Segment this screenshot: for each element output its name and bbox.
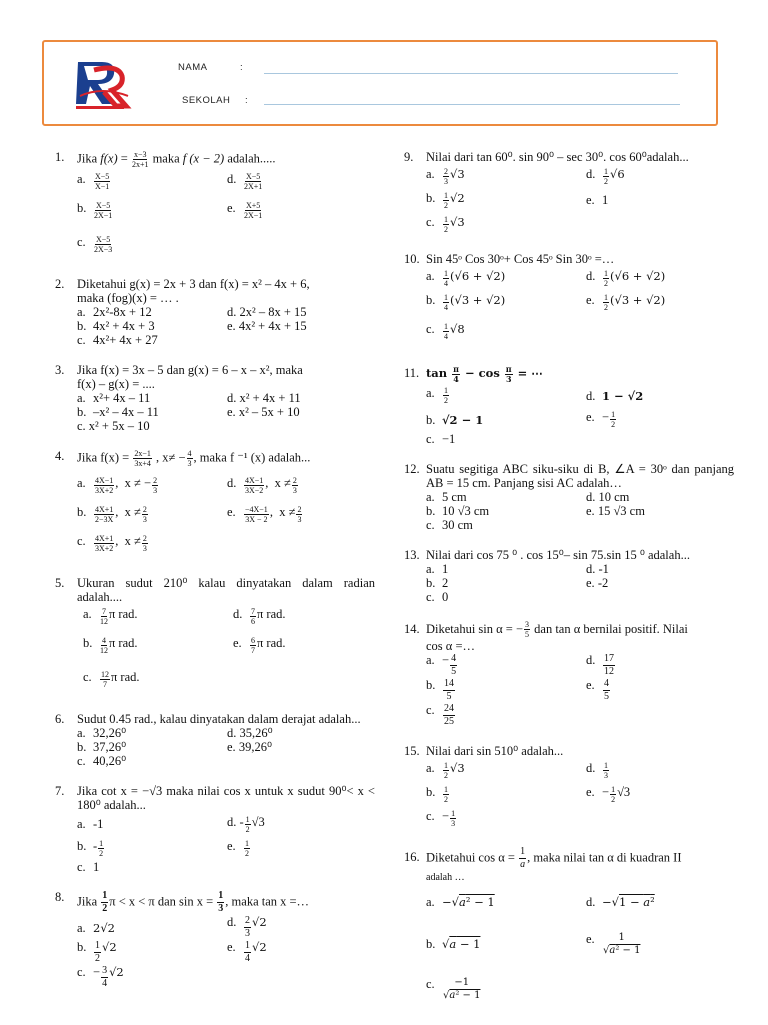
option-e[interactable]: e. − $\frac{1}{2}$ [586,410,616,429]
option-e[interactable]: e. $\frac{4}{5}$ [586,678,609,703]
option-c[interactable]: c. $\frac{-1}{\text{√a² − 1}}$ [426,976,481,1001]
question-text: Jika f(x) = $\frac{x-3}{2x+1}$ maka f (x − 2) adalah..... [77,150,276,169]
option-a[interactable]: a. $\frac{4X-1}{3X+2}$ , x ≠ − $\frac{2}{3}$ [77,475,158,495]
option-d[interactable]: d. x² + 4x + 11 [227,391,301,405]
option-b[interactable]: b. 4x² + 4x + 3 [77,319,155,333]
option-e[interactable]: e. 39,26⁰ [227,740,272,754]
option-e[interactable]: e. x² – 5x + 10 [227,405,300,419]
school-label: SEKOLAH [182,95,231,106]
option-d[interactable]: d. $\frac{4X-1}{3X-2}$ , x ≠ $\frac{2}{3}$ [227,475,297,495]
question-11: 11. tan $\frac{\pi}{4}$ − cos $\frac{\pi}{3}$ = ⋯ a. $\frac{1}{2}$ d. 1 − √2 b. √2 − 1 e. − $\frac{1}{2}$ c. −1 [404,364,734,446]
option-b[interactable]: b. $\frac{4}{12}$ π rad. [83,635,138,655]
option-d[interactable]: d. $\frac{17}{12}$ [586,653,614,678]
option-e[interactable]: e. $\frac{-4X-1}{3X - 2}$ , x ≠ $\frac{2}{3}$ [227,504,302,524]
option-a[interactable]: a. $\frac{7}{12}$ π rad. [83,606,138,626]
option-b[interactable]: b. $\frac{14}{5}$ [426,678,454,703]
option-a[interactable]: a. x²+ 4x – 11 [77,391,151,405]
question-2: 2. Diketahui g(x) = 2x + 3 dan f(x) = x² – 4x + 6, maka (fog)(x) = … . a. 2x²-8x + 12 d. 2x² – 8x + 15 b. 4x² + 4x + 3 e. 4x² + 4x + 15 c. 4x²+ 4x + 27 [55,277,375,347]
option-e[interactable]: e. $\frac{1}{4}$ √2 [227,940,267,964]
option-e[interactable]: e. 1 [586,193,609,207]
option-b[interactable]: b. $\frac{X-5}{2X-1}$ [77,200,113,220]
question-4: 4. Jika f(x) = $\frac{2x-1}{3x+4}$ , x≠ − $\frac{4}{3}$ , maka f ⁻¹ (x) adalah... a. $\frac{4X-1}{3X+2}$ , x ≠ − $\frac{2}{3}$ d. $\frac{4X-1}{3X-2}$ , x ≠ $\frac{2}{3}$ b. $\frac{4X+1}{2-3X}$ , x ≠ $\frac{2}{3}$ e. $\frac{-4X-1}{3X - 2}$ , x ≠ $\frac{2}{3}$ c. $\frac{4X+1}{3X+2}$ , x ≠ $\frac{2}{3}$ [55,449,375,560]
option-b[interactable]: b. 10 √3 cm [426,503,490,518]
option-e[interactable]: e. 4x² + 4x + 15 [227,319,307,333]
question-8: 8. Jika $\frac{1}{2}$ π < x < π dan sin x = $\frac{1}{3}$ , maka tan x =… a. 2√2 d. $\frac{2}{3}$ √2 b. $\frac{1}{2}$ √2 e. $\frac{1}{4}$ √2 c. − $\frac{3}{4}$ √2 [55,890,375,990]
header-box [42,40,718,126]
logo-icon [72,56,132,112]
option-b[interactable]: b. –x² – 4x – 11 [77,405,159,419]
option-e[interactable]: e. 15 √3 cm [586,503,645,518]
option-d[interactable]: d. $\frac{7}{6}$ π rad. [233,606,286,626]
school-field[interactable] [264,104,680,105]
question-10: 10. Sin 45ᵒ Cos 30ᵒ+ Cos 45ᵒ Sin 30ᵒ =… a. $\frac{1}{4}$ (√6 + √2) d. $\frac{1}{2}$ (√6 + √2) b. $\frac{1}{4}$ (√3 + √2) e. $\frac{1}{2}$ (√3 + √2) c. $\frac{1}{4}$ √8 [404,252,734,348]
name-colon: : [240,62,244,73]
option-d[interactable]: d. 10 cm [586,489,630,504]
option-d[interactable]: d. -1 [586,561,609,576]
question-13: 13. Nilai dari cos 75 ⁰ . cos 15⁰– sin 75.sin 15 ⁰ adalah... a. 1 d. -1 b. 2 e. -2 c. 0 [404,548,734,604]
option-e[interactable]: e. $\frac{1}{\text{√a² − 1}}$ [586,931,641,956]
option-d[interactable]: d. $\frac{1}{3}$ [586,760,608,780]
option-a[interactable]: a. −√a² − 1 [426,895,495,910]
option-b[interactable]: b. $\frac{4X+1}{2-3X}$ , x ≠ $\frac{2}{3}$ [77,504,147,524]
question-1: 1. Jika f(x) = $\frac{x-3}{2x+1}$ maka f (x − 2) adalah..... a. $\frac{X-5}{X-1}$ d. $\frac{X-5}{2X+1}$ b. $\frac{X-5}{2X-1}$ e. $\frac{X+5}{2X-1}$ c. $\frac{X-5}{2X-3}$ [55,150,375,261]
option-b[interactable]: b. √a − 1 [426,937,481,952]
option-a[interactable]: a. $\frac{1}{2}$ √3 [426,760,465,780]
question-16: 16. Diketahui cos α = $\frac{1}{a}$ , maka nilai tan α di kuadran II adalah … a. −√a² − 1 d. −√1 − a² b. √a − 1 e. $\frac{1}{\text{√a² − 1}}$ c. $\frac{-1}{\text{√a² − 1}}$ [404,846,734,1009]
option-d[interactable]: d. 2x² – 8x + 15 [227,305,307,319]
option-e[interactable]: e. $\frac{6}{7}$ π rad. [233,635,286,655]
option-b[interactable]: b. - $\frac{1}{2}$ [77,838,104,858]
question-12: 12. Suatu segitiga ABC siku-siku di B, ∠A = 30ᵒ dan panjang AB = 15 cm. Panjang sisi AC adalah… a. 5 cm d. 10 cm b. 10 √3 cm e. 15 √3 cm c. 30 cm [404,462,734,532]
name-field[interactable] [264,73,678,74]
option-b[interactable]: b. $\frac{1}{2}$ √2 [77,940,117,964]
option-c[interactable]: c. $\frac{X-5}{2X-3}$ [77,234,113,254]
option-e[interactable]: e. $\frac{1}{2}$ [227,838,249,858]
option-a[interactable]: a. − $\frac{4}{5}$ [426,653,457,678]
option-c[interactable]: c. 40,26⁰ [77,754,127,768]
option-c[interactable]: c. 0 [426,589,449,604]
question-6: 6. Sudut 0.45 rad., kalau dinyatakan dalam derajat adalah... a. 32,26⁰ d. 35,26⁰ b. 37,26⁰ e. 39,26⁰ c. 40,26⁰ [55,712,375,768]
option-a[interactable]: a. $\frac{1}{4}$ (√6 + √2) [426,268,506,288]
option-c[interactable]: c. $\frac{12}{7}$ π rad. [83,669,140,689]
option-a[interactable]: a. 2√2 [77,920,115,935]
option-a[interactable]: a. -1 [77,817,104,831]
option-a[interactable]: a. $\frac{2}{3}$ √3 [426,166,465,186]
name-label: NAMA [178,62,208,73]
option-b[interactable]: b. $\frac{1}{2}$ [426,784,448,804]
option-a[interactable]: a. 32,26⁰ [77,726,127,740]
option-a[interactable]: a. 5 cm [426,489,467,504]
option-d[interactable]: d. $\frac{X-5}{2X+1}$ [227,171,263,191]
option-c[interactable]: c. 1 [77,860,100,874]
option-c[interactable]: c. $\frac{24}{25}$ [426,703,454,728]
option-c[interactable]: c. $\frac{4X+1}{3X+2}$ , x ≠ $\frac{2}{3}$ [77,533,147,553]
option-c[interactable]: c. − $\frac{1}{3}$ [426,808,456,828]
question-7: 7. Jika cot x = −√3 maka nilai cos x untuk x sudut 90⁰< x < 180⁰ adalah... a. -1 d. - $\frac{1}{2}$ √3 b. - $\frac{1}{2}$ e. $\frac{1}{2}$ c. 1 [55,784,375,874]
option-a[interactable]: a. $\frac{X-5}{X-1}$ [77,171,110,191]
option-c[interactable]: c. x² + 5x – 10 [77,419,150,433]
option-e[interactable]: e. -2 [586,575,609,590]
option-c[interactable]: c. $\frac{1}{4}$ √8 [426,321,465,341]
option-c[interactable]: c. − $\frac{3}{4}$ √2 [77,965,124,989]
question-15: 15. Nilai dari sin 510⁰ adalah... a. $\frac{1}{2}$ √3 d. $\frac{1}{3}$ b. $\frac{1}{2}$ e. − $\frac{1}{2}$ √3 c. − $\frac{1}{3}$ [404,744,734,830]
option-d[interactable]: d. - $\frac{1}{2}$ √3 [227,814,265,834]
option-c[interactable]: c. $\frac{1}{2}$ √3 [426,214,465,234]
option-d[interactable]: d. 1 − √2 [586,388,644,403]
option-a[interactable]: a. $\frac{1}{2}$ [426,386,448,405]
option-d[interactable]: d. $\frac{2}{3}$ √2 [227,915,267,939]
option-d[interactable]: d. −√1 − a² [586,895,655,910]
option-e[interactable]: e. $\frac{X+5}{2X-1}$ [227,200,263,220]
school-colon: : [245,95,249,106]
option-b[interactable]: b. $\frac{1}{2}$ √2 [426,190,465,210]
option-d[interactable]: d. 35,26⁰ [227,726,273,740]
question-14: 14. Diketahui sin α = − $\frac{3}{5}$ dan tan α bernilai positif. Nilai cos α =… a. − $\frac{4}{5}$ d. $\frac{17}{12}$ b. $\frac{14}{5}$ e. $\frac{4}{5}$ c. $\frac{24}{25}$ [404,620,734,729]
left-column [55,150,375,1006]
question-3: 3. Jika f(x) = 3x – 5 dan g(x) = 6 – x – x², maka f(x) – g(x) = .... a. x²+ 4x – 11 d. x² + 4x + 11 b. –x² – 4x – 11 e. x² – 5x + 10 c. x² + 5x – 10 [55,363,375,433]
option-a[interactable]: a. 1 [426,561,449,576]
option-b[interactable]: b. 37,26⁰ [77,740,127,754]
option-a[interactable]: a. 2x²-8x + 12 [77,305,152,319]
option-e[interactable]: e. $\frac{1}{2}$ (√3 + √2) [586,292,666,312]
question-9: 9. Nilai dari tan 60⁰. sin 90⁰ – sec 30⁰. cos 60⁰adalah... a. $\frac{2}{3}$ √3 d. $\frac{1}{2}$ √6 b. $\frac{1}{2}$ √2 e. 1 c. $\frac{1}{2}$ √3 [404,150,734,236]
option-e[interactable]: e. − $\frac{1}{2}$ √3 [586,784,631,804]
question-5: 5. Ukuran sudut 210⁰ kalau dinyatakan dalam radian adalah.... a. $\frac{7}{12}$ π rad. d. $\frac{7}{6}$ π rad. b. $\frac{4}{12}$ π rad. e. $\frac{6}{7}$ π rad. c. $\frac{12}{7}$ π rad. [55,576,375,696]
option-c[interactable]: c. 30 cm [426,517,473,532]
option-b[interactable]: b. 2 [426,575,449,590]
option-d[interactable]: d. $\frac{1}{2}$ √6 [586,166,625,186]
option-b[interactable]: b. √2 − 1 [426,412,484,427]
option-c[interactable]: c. −1 [426,431,456,446]
option-d[interactable]: d. $\frac{1}{2}$ (√6 + √2) [586,268,666,288]
option-c[interactable]: c. 4x²+ 4x + 27 [77,333,158,347]
option-b[interactable]: b. $\frac{1}{4}$ (√3 + √2) [426,292,506,312]
right-column [404,150,734,1025]
